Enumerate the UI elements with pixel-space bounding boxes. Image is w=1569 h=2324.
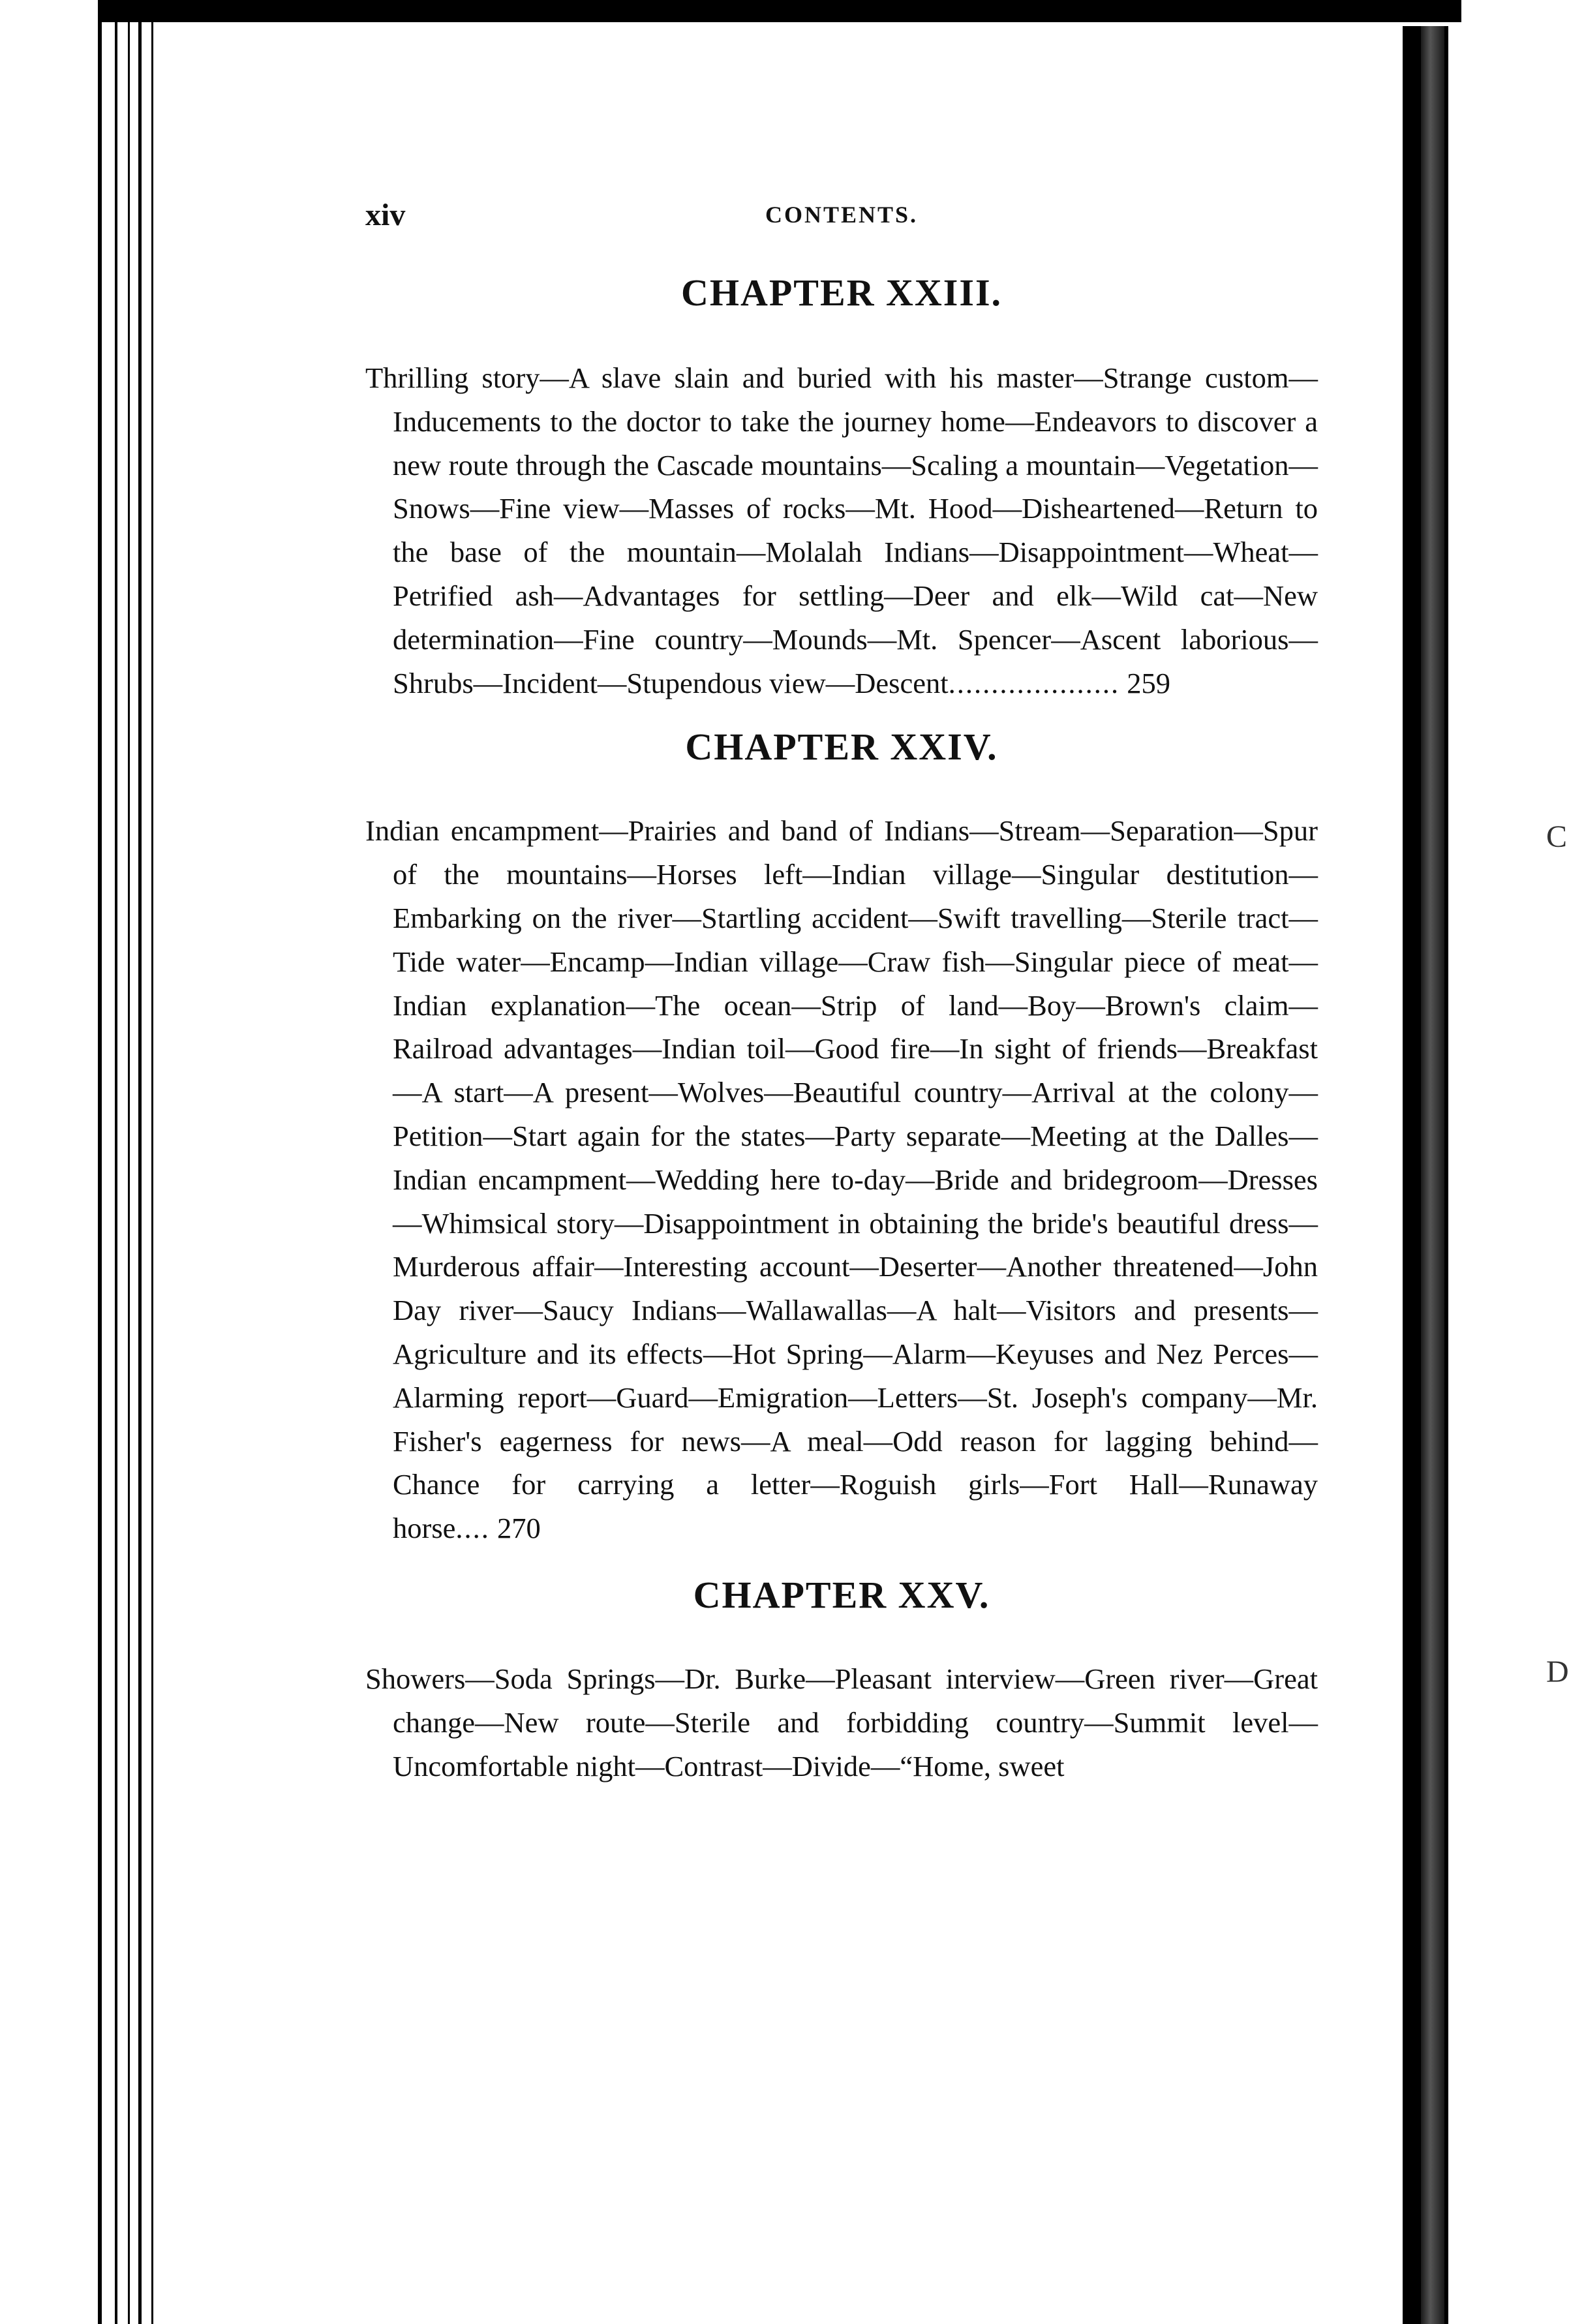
page-edge-line (151, 0, 153, 2324)
page-reference (455, 1512, 540, 1544)
facing-page-mark: C (1546, 819, 1568, 854)
synopsis-text: Thrilling story—A slave slain and buried with his master—Strange custom—Inducements to the doctor to take the journey home—Endeavors to discover a new route through the Cascade mountains—Scaling a mountain—Vegetation—Snows—Fine view—Masses of rocks—Mt. Hood—Disheartened—Return to the base of the mountain—Molalah Indians—Disappointment—Wheat—Petrified ash—Advantages for settling—Deer and elk—Wild cat—New determination—Fine country—Mounds—Mt. Spencer—Ascent laborious—Shrubs—Incident—Stupendous view—Descent (365, 361, 1318, 699)
synopsis-text: Showers—Soda Springs—Dr. Burke—Pleasant interview—Green river—Great change—New route—Sterile and forbidding country—Summit level—Uncomfortable night—Contrast—Divide—“Home, sweet (365, 1662, 1318, 1782)
running-head-title: CONTENTS. (765, 202, 919, 228)
facing-page-mark: D (1546, 1655, 1569, 1689)
synopsis-text: Indian encampment—Prairies and band of Indians—Stream—Separation—Spur of the mountains—Horses left—Indian village—Singular destitution—Embarking on the river—Startling accident—Swift travelling—Sterile tract—Tide water—Encamp—Indian village—Craw fish—Singular piece of meat—Indian explanation—The ocean—Strip of land—Boy—Brown's claim—Railroad advantages—Indian toil—Good fire—In sight of friends—Breakfast—A start—A present—Wolves—Beautiful country—Arrival at the colony—Petition—Start again for the states—Party separate—Meeting at the Dalles—Indian encampment—Wedding here to-day—Bride and bridegroom—Dresses—Whimsical story—Disappointment in obtaining the bride's beautiful dress—Murderous affair—Interesting account—Deserter—Another threatened—John Day river—Saucy Indians—Wallawallas—A halt—Visitors and presents—Agriculture and its effects—Hot Spring—Alarm—Keyuses and Nez Perces—Alarming report—Guard—Emigration—Letters—St. Joseph's company—Mr. Fisher's eagerness for news—A meal—Odd reason for lagging behind—Chance for carrying a letter—Roguish girls—Fort Hall—Runaway horse (365, 814, 1318, 1545)
page-edge-line (98, 0, 102, 2324)
dot-leader: .... (455, 1512, 490, 1545)
contents-page (365, 189, 1318, 1788)
chapter-synopsis (365, 356, 1318, 705)
page-edge-line (138, 0, 142, 2324)
chapter-synopsis (365, 809, 1318, 1550)
chapter-synopsis (365, 1657, 1318, 1788)
chapter-heading: CHAPTER XXIII. (680, 271, 1003, 314)
chapter-heading: CHAPTER XXV. (693, 1573, 990, 1616)
page-ref-number: 259 (1127, 666, 1170, 699)
chapter-heading: CHAPTER XXIV. (685, 726, 998, 769)
scan-top-edge (98, 0, 1461, 22)
book-gutter-shadow (1421, 26, 1444, 2324)
page-reference (949, 667, 1170, 699)
page-edge-line (115, 0, 117, 2324)
page-number: xiv (365, 198, 406, 232)
running-head (365, 189, 1318, 241)
dot-leader: .................... (948, 666, 1120, 699)
page-ref-number: 270 (497, 1512, 541, 1545)
page-edge-line (128, 0, 130, 2324)
facing-page (1448, 26, 1569, 2324)
